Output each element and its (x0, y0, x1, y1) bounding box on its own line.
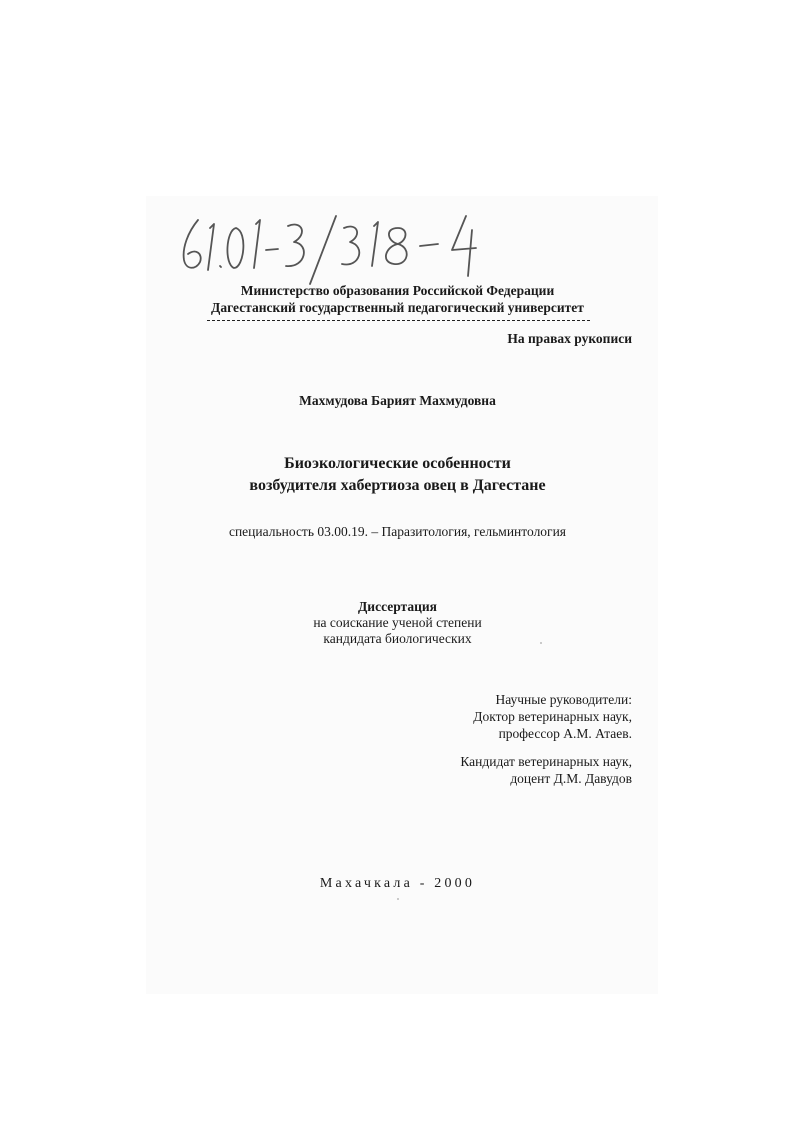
dissertation-title-line-2: возбудителя хабертиоза овец в Дагестане (249, 477, 546, 494)
dashed-divider (207, 320, 590, 321)
author-name: Махмудова Барият Махмудовна (299, 393, 496, 408)
supervisor-2-name: доцент Д.М. Давудов (510, 771, 632, 786)
supervisor-1-degree: Доктор ветеринарных наук, (473, 709, 632, 724)
dissertation-title-line-1: Биоэкологические особенности (284, 455, 511, 472)
handwritten-catalog-number-drawing (176, 206, 496, 286)
handwritten-catalog-number (176, 206, 496, 286)
supervisors-label: Научные руководители: (495, 692, 632, 707)
manuscript-rights-note: На правах рукописи (507, 331, 632, 346)
degree-line: на соискание ученой степени (313, 615, 482, 630)
supervisor-1-name: профессор А.М. Атаев. (498, 726, 632, 741)
scan-speck (397, 898, 399, 900)
university-name: Дагестанский государственный педагогический университет (211, 300, 584, 315)
scan-speck (540, 642, 542, 644)
degree-field-line: кандидата биологических (323, 631, 472, 646)
specialty-code: специальность 03.00.19. – Паразитология, гельминтология (228, 524, 567, 539)
supervisor-2-degree: Кандидат ветеринарных наук, (460, 754, 632, 769)
city-and-year: Махачкала - 2000 (319, 876, 476, 891)
ministry-name: Министерство образования Российской Федерации (240, 283, 555, 298)
dissertation-heading: Диссертация (358, 599, 437, 614)
